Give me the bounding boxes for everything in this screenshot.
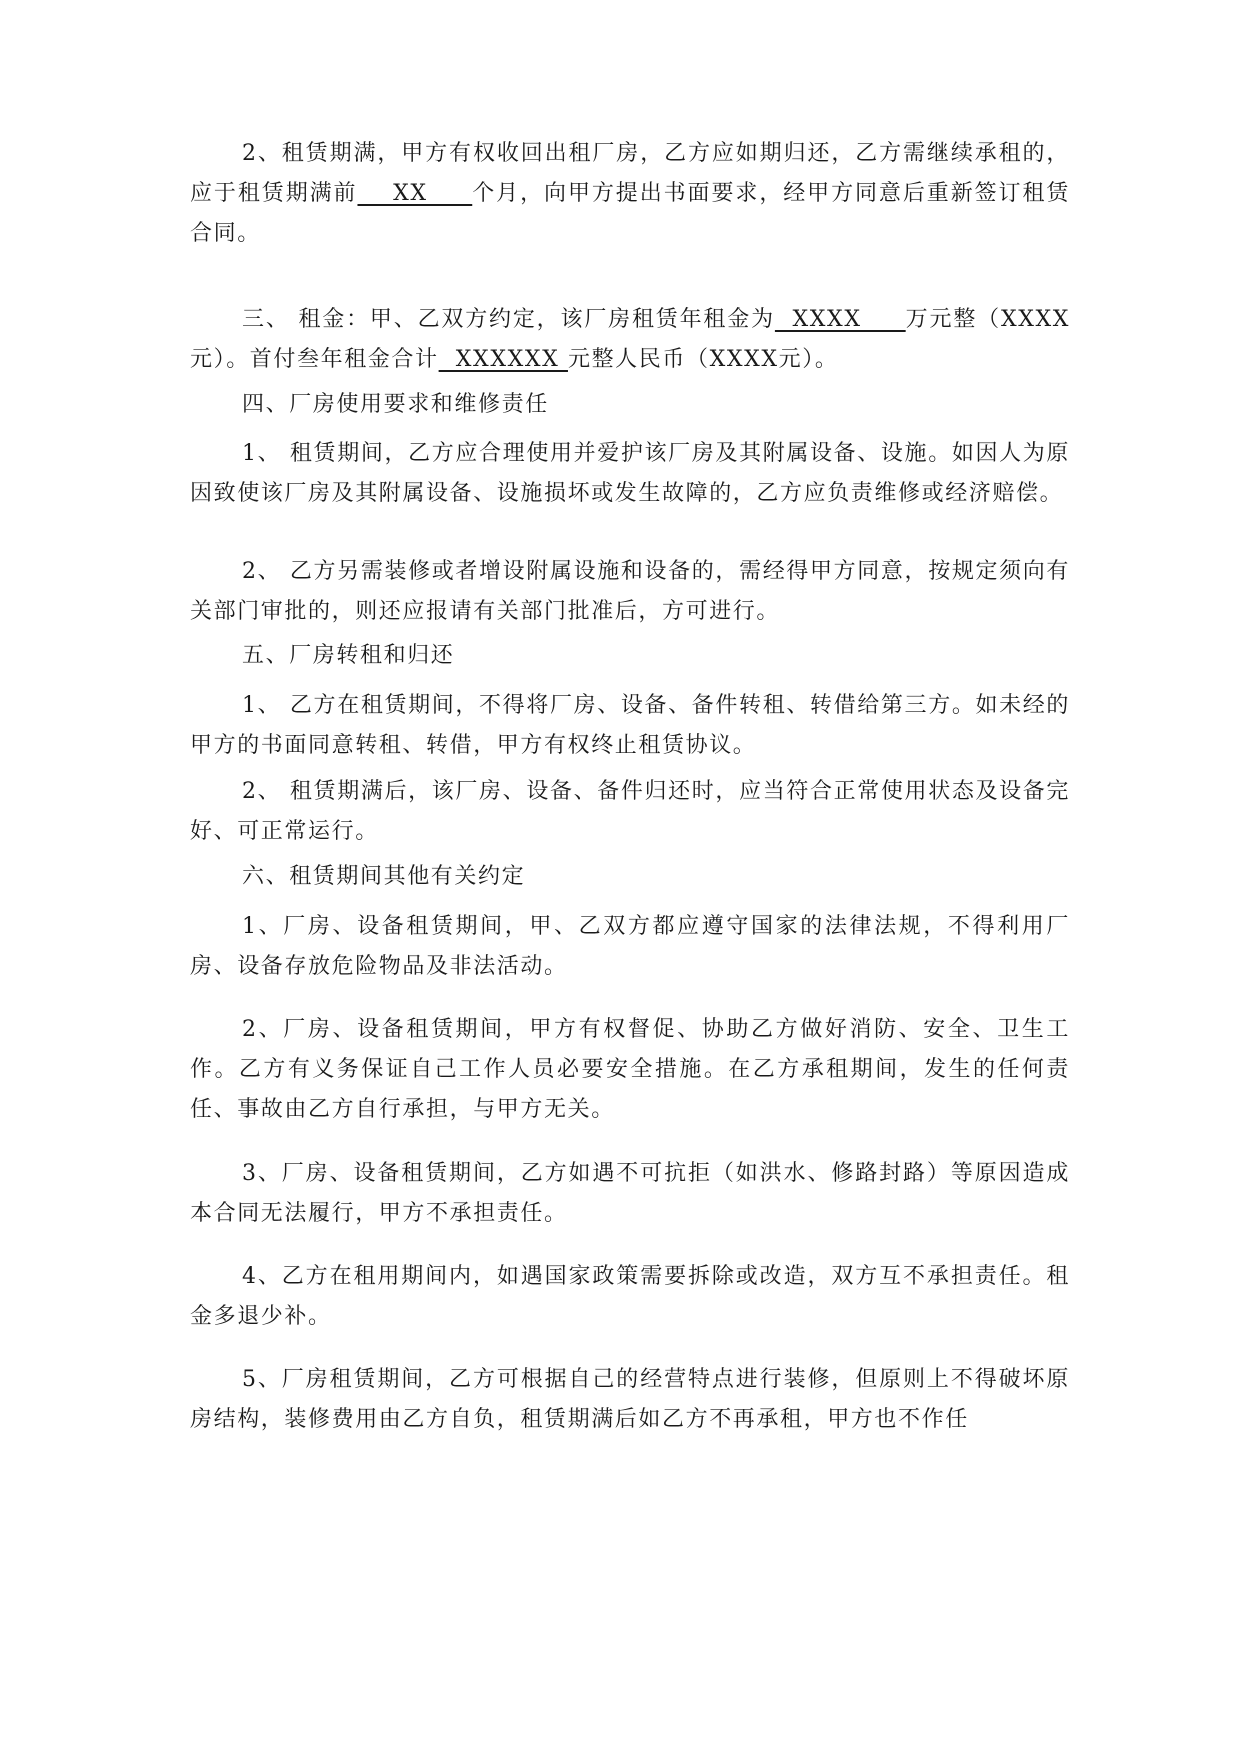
clause-text: 万元整（XXXX元）。首付叁年租金合计 bbox=[190, 307, 1071, 372]
fill-blank-first-payment: XXXXXX bbox=[438, 347, 568, 372]
clause-safety-responsibility: 2、厂房、设备租赁期间，甲方有权督促、协助乙方做好消防、安全、卫生工作。乙方有义务保证自己工作人员必要安全措施。在乙方承租期间，发生的任何责任、事故由乙方自行承担，与甲方无关。 bbox=[190, 1017, 1070, 1122]
clause-policy-demolition: 4、乙方在租用期间内，如遇国家政策需要拆除或改造，双方互不承担责任。租金多退少补。 bbox=[190, 1264, 1070, 1329]
section-heading-other-terms: 六、租赁期间其他有关约定 bbox=[242, 864, 526, 889]
clause-text: 个月，向甲方提出书面要求，经甲方同意后重新签订租赁合同。 bbox=[190, 181, 1070, 246]
fill-blank-annual-rent: XXXX bbox=[774, 307, 906, 332]
clause-no-sublease: 1、 乙方在租赁期间，不得将厂房、设备、备件转租、转借给第三方。如未经的甲方的书面同意转租、转借，甲方有权终止租赁协议。 bbox=[190, 693, 1070, 758]
clause-renovation-costs: 5、厂房租赁期间，乙方可根据自己的经营特点进行装修，但原则上不得破坏原房结构，装修费用由乙方自负，租赁期满后如乙方不再承租，甲方也不作任 bbox=[190, 1367, 1070, 1432]
section-heading-sublease-return: 五、厂房转租和归还 bbox=[242, 643, 455, 668]
clause-renovation-approval: 2、 乙方另需装修或者增设附属设施和设备的，需经得甲方同意，按规定须向有关部门审批的，则还应报请有关部门批准后，方可进行。 bbox=[190, 559, 1070, 624]
clause-rent bbox=[190, 300, 1070, 380]
clause-legal-compliance: 1、厂房、设备租赁期间，甲、乙双方都应遵守国家的法律法规，不得利用厂房、设备存放危险物品及非法活动。 bbox=[190, 914, 1070, 979]
fill-blank-months: XX bbox=[357, 181, 473, 206]
clause-text: 元整人民币（XXXX元）。 bbox=[567, 347, 839, 372]
clause-return-condition: 2、 租赁期满后，该厂房、设备、备件归还时，应当符合正常使用状态及设备完好、可正常运行。 bbox=[190, 779, 1070, 844]
clause-text: 三、 租金：甲、乙双方约定，该厂房租赁年租金为 bbox=[242, 307, 775, 332]
clause-usage-care: 1、 租赁期间，乙方应合理使用并爱护该厂房及其附属设备、设施。如因人为原因致使该厂房及其附属设备、设施损坏或发生故障的，乙方应负责维修或经济赔偿。 bbox=[190, 441, 1070, 506]
clause-force-majeure: 3、厂房、设备租赁期间，乙方如遇不可抗拒（如洪水、修路封路）等原因造成本合同无法履行，甲方不承担责任。 bbox=[190, 1161, 1070, 1226]
section-heading-usage-maintenance: 四、厂房使用要求和维修责任 bbox=[242, 392, 549, 417]
clause-lease-expiry-renewal bbox=[190, 134, 1070, 254]
clause-text: 2、租赁期满，甲方有权收回出租厂房，乙方应如期归还，乙方需继续承租的，应于租赁期满前 bbox=[190, 141, 1070, 206]
